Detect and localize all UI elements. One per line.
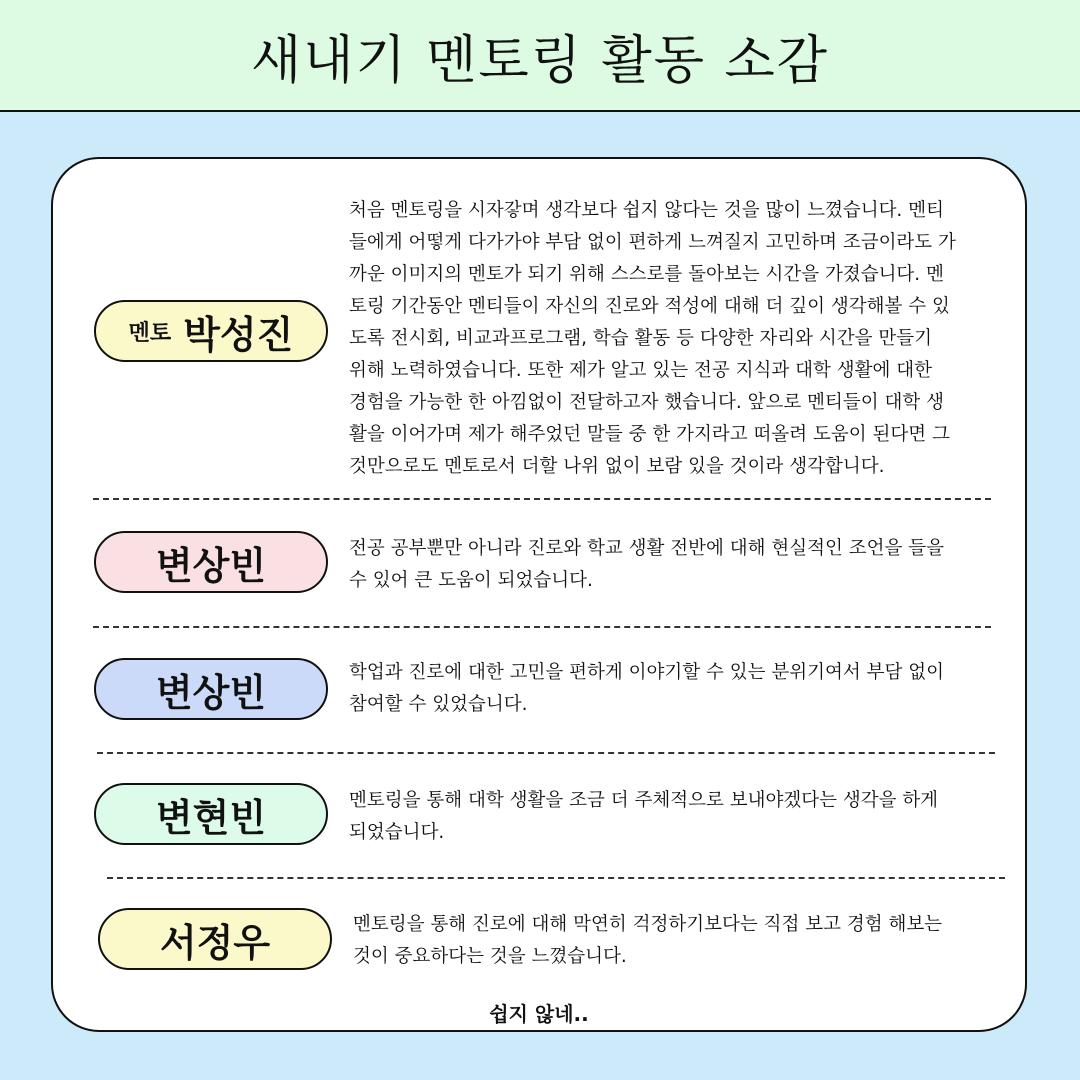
dashed-divider [97, 752, 995, 754]
text-line: 까운 이미지의 멘토가 되기 위해 스스로를 돌아보는 시간을 가졌습니다. 멘 [349, 264, 944, 285]
text-line: 수 있어 큰 도움이 되었습니다. [349, 570, 593, 591]
text-line: 토링 기간동안 멘티들이 자신의 진로와 적성에 대해 더 깊이 생각해볼 수 있 [349, 296, 950, 317]
name-tag-mentor [94, 300, 328, 362]
name-tag-mentee [94, 658, 328, 720]
dashed-divider [93, 498, 991, 500]
person-name: 변상빈 [155, 543, 267, 588]
text-line: 위해 노력하였습니다. 또한 제가 알고 있는 전공 지식과 대학 생활에 대한 [349, 360, 932, 381]
name-tag-mentee [98, 908, 332, 970]
testimonial-text-mentee [353, 909, 942, 973]
text-line: 것만으로도 멘토로서 더할 나위 없이 보람 있을 것이라 생각합니다. [349, 456, 885, 477]
testimonial-text-mentee [349, 657, 944, 721]
closing-remark: 쉽지 않네.. [489, 1002, 589, 1026]
person-name: 박성진 [183, 312, 294, 357]
person-name: 변상빈 [155, 670, 267, 715]
person-name: 서정우 [159, 920, 271, 965]
text-line: 활을 이어가며 제가 해주었던 말들 중 한 가지라고 떠올려 도움이 된다면 그 [349, 424, 950, 445]
testimonial-card [51, 157, 1027, 1032]
text-line: 되었습니다. [349, 822, 445, 843]
text-line: 경험을 가능한 한 아낌없이 전달하고자 했습니다. 앞으로 멘티들이 대학 생 [349, 392, 944, 413]
name-tag-mentee [94, 783, 328, 845]
name-tag-mentee [94, 531, 328, 593]
person-name: 변현빈 [155, 795, 267, 840]
page-title: 새내기 멘토링 활동 소감 [251, 30, 829, 91]
header-banner [0, 0, 1080, 112]
text-line: 멘토링을 통해 진로에 대해 막연히 걱정하기보다는 직접 보고 경험 해보는 [353, 914, 943, 935]
text-line: 도록 전시회, 비교과프로그램, 학습 활동 등 다양한 자리와 시간을 만들기 [349, 328, 932, 349]
testimonial-text-mentor [349, 195, 956, 483]
text-line: 멘토링을 통해 대학 생활을 조금 더 주체적으로 보내야겠다는 생각을 하게 [349, 790, 939, 811]
text-line: 학업과 진로에 대한 고민을 편하게 이야기할 수 있는 분위기여서 부담 없이 [349, 662, 944, 683]
text-line: 처음 멘토링을 시자갛며 생각보다 쉽지 않다는 것을 많이 느꼈습니다. 멘티 [349, 200, 944, 221]
text-line: 참여할 수 있었습니다. [349, 694, 528, 715]
text-line: 들에게 어떻게 다가가야 부담 없이 편하게 느껴질지 고민하며 조금이라도 가 [349, 232, 956, 253]
dashed-divider [107, 877, 1005, 879]
text-line: 것이 중요하다는 것을 느꼈습니다. [353, 946, 627, 967]
testimonial-text-mentee [349, 533, 944, 597]
text-line: 전공 공부뿐만 아니라 진로와 학교 생활 전반에 대해 현실적인 조언을 들을 [349, 538, 944, 559]
testimonial-text-mentee [349, 785, 938, 849]
role-label: 멘토 [128, 320, 172, 346]
dashed-divider [93, 626, 991, 628]
